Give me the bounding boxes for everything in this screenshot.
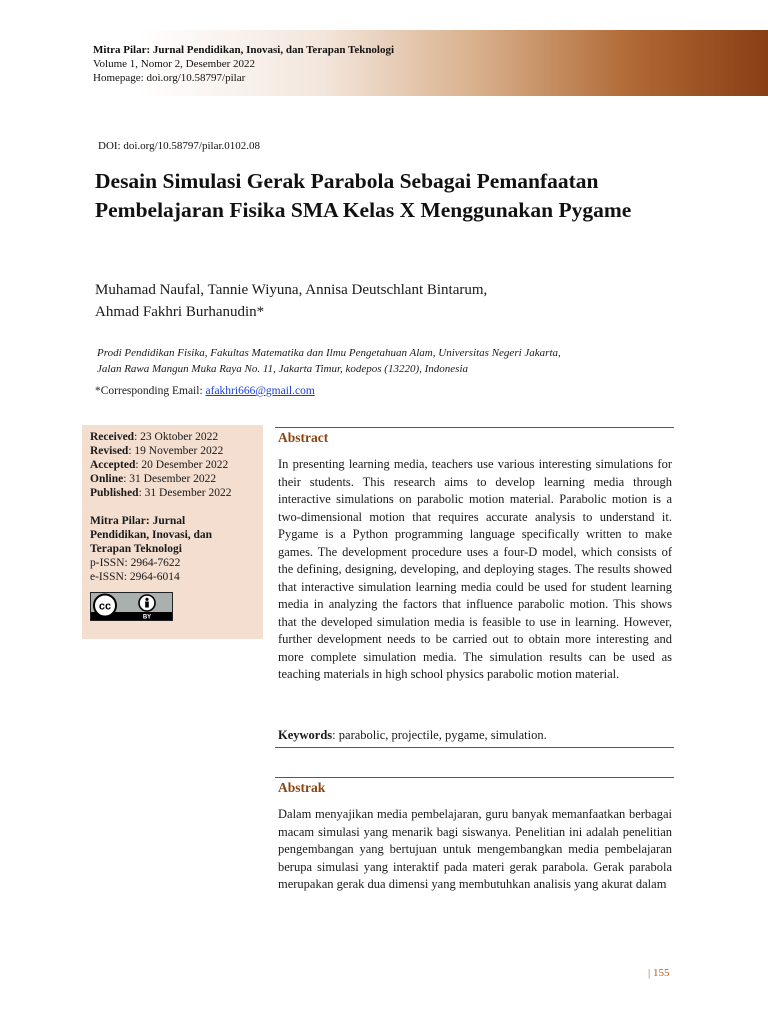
authors-line-1: Muhamad Naufal, Tannie Wiyuna, Annisa Deutschlant Bintarum, <box>95 282 488 298</box>
article-title: Desain Simulasi Gerak Parabola Sebagai Pemanfaatan Pembelajaran Fisika SMA Kelas X Menggunakan Pygame <box>95 169 632 222</box>
received-label: Received <box>90 431 135 443</box>
abstrak-top-rule <box>275 777 674 778</box>
email-link[interactable]: afakhri666@gmail.com <box>205 385 315 397</box>
cc-label: cc <box>98 600 112 613</box>
journal-volume: Volume 1, Nomor 2, Desember 2022 <box>93 58 256 70</box>
accepted-date: : 20 Desember 2022 <box>135 459 229 471</box>
cc-by-icon <box>91 593 172 620</box>
article-info-sidebar <box>82 425 263 639</box>
author-list <box>95 279 655 323</box>
corresponding-email <box>95 385 315 397</box>
abstract-bottom-rule <box>275 747 674 748</box>
abstract-top-rule <box>275 427 674 428</box>
keywords-list: : parabolic, projectile, pygame, simulation. <box>332 728 547 742</box>
online-label: Online <box>90 473 124 485</box>
revised-date: : 19 November 2022 <box>128 445 224 457</box>
revised-row <box>90 444 255 458</box>
affiliation-line-2: Jalan Rawa Mangun Muka Raya No. 11, Jakarta Timur, kodepos (13220), Indonesia <box>97 363 469 375</box>
corresponding-label: *Corresponding Email: <box>95 385 206 397</box>
published-label: Published <box>90 487 139 499</box>
by-label: BY <box>142 614 152 620</box>
page-number: | 155 <box>648 967 670 979</box>
received-date: : 23 Oktober 2022 <box>134 431 219 443</box>
published-date: : 31 Desember 2022 <box>138 487 232 499</box>
abstrak-heading: Abstrak <box>278 780 326 795</box>
published-row <box>90 486 255 500</box>
journal-header <box>93 43 394 85</box>
journal-name: Mitra Pilar: Jurnal Pendidikan, Inovasi, dan Terapan Teknologi <box>93 44 395 56</box>
keywords <box>278 728 672 743</box>
received-row <box>90 430 255 444</box>
affiliation <box>97 345 677 377</box>
abstract-body: In presenting learning media, teachers use various interesting simulations for their students. This research aims to develop learning media through interactive simulations on parabolic motion material. Parabolic motion is a two-dimensional motion that requires accurate analysis to understand it. Pygame is a Python programming language specifically written to make games. The development procedure uses a four-D model, which consists of the defining, designing, developing, and deploying stages. The results showed that interactive simulation learning media could be used for student learning media in analyzing the factors that influence parabolic motion. This shows that the developed simulation media is feasible to use in learning. However, further development needs to be carried out to obtain more interesting and more complete simulation media. The simulation results can be used as teaching materials in high school physics parabolic motion material. <box>278 457 672 681</box>
journal-homepage: Homepage: doi.org/10.58797/pilar <box>93 72 246 84</box>
p-issn: p-ISSN: 2964-7622 <box>90 557 181 569</box>
affiliation-line-1: Prodi Pendidikan Fisika, Fakultas Matematika dan Ilmu Pengetahuan Alam, Universitas Negeri Jakarta, <box>97 347 561 359</box>
e-issn: e-ISSN: 2964-6014 <box>90 571 180 583</box>
accepted-label: Accepted <box>90 459 136 471</box>
keywords-label: Keywords <box>278 728 333 742</box>
article-doi: DOI: doi.org/10.58797/pilar.0102.08 <box>98 140 261 152</box>
authors-line-2: Ahmad Fakhri Burhanudin* <box>95 304 265 320</box>
online-date: : 31 Desember 2022 <box>123 473 217 485</box>
revised-label: Revised <box>90 445 129 457</box>
abstrak-body: Dalam menyajikan media pembelajaran, guru banyak memanfaatkan berbagai macam simulasi yang menarik bagi siswanya. Penelitian ini adalah penelitian pengembangan yang bertujuan untuk mengembangkan media pembelajaran berupa simulasi yang interaktif pada materi gerak parabola. Gerak parabola merupakan gerak dua dimensi yang membutuhkan analisis yang akurat dalam <box>278 807 672 891</box>
cc-by-license-badge[interactable] <box>90 592 173 621</box>
accepted-row <box>90 458 255 472</box>
sidebar-journal-name: Mitra Pilar: Jurnal Pendidikan, Inovasi, dan Terapan Teknologi <box>90 515 213 555</box>
online-row <box>90 472 255 486</box>
abstract-heading: Abstract <box>278 430 329 445</box>
